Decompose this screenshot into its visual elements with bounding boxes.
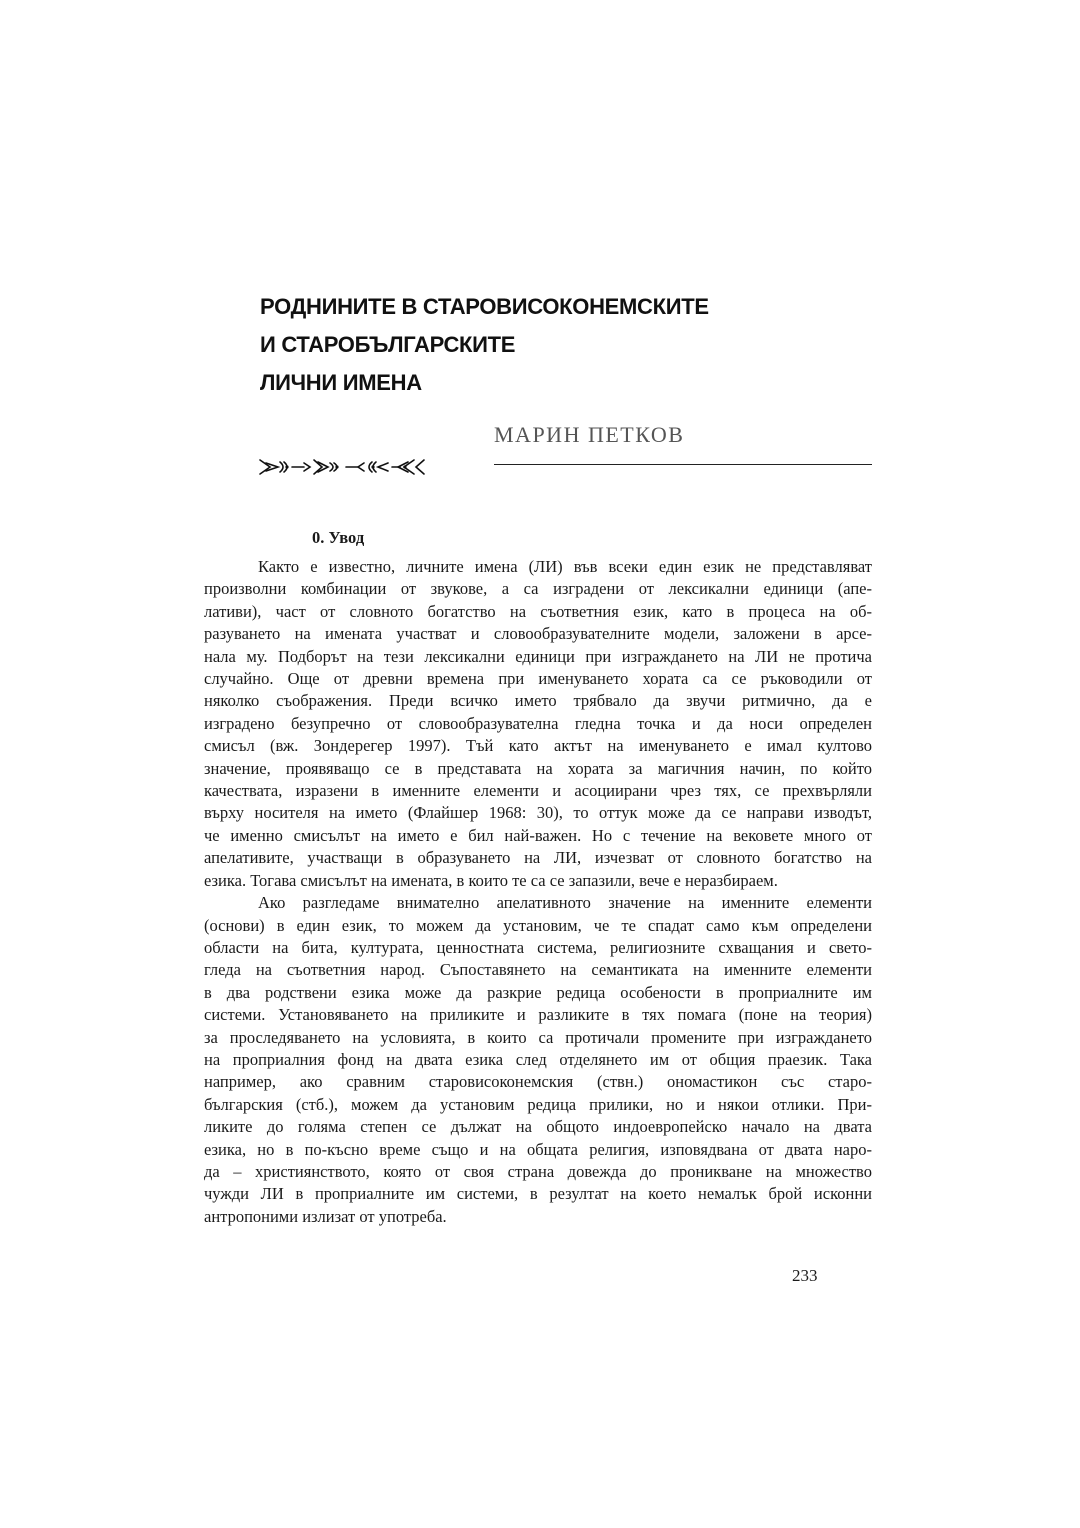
body-text	[204, 556, 872, 1228]
paragraph-line: нала му. Подборът на тези лексикални единици при изграждането на ЛИ не протича	[204, 646, 872, 666]
paragraph-line: езика, но в по-късно време също и на общата религия, изповядвана от двата наро-	[204, 1139, 872, 1159]
paragraph-line: системи. Установяването на приликите и разликите в тях помага (поне на теория)	[204, 1005, 872, 1025]
paragraph-line: в два родствени езика може да разкрие редица особености в проприалните им	[204, 982, 872, 1002]
paragraph-line: българския (стб.), можем да установим редица прилики, но и някои отлики. При-	[204, 1094, 872, 1114]
paragraph-line: ликите до голяма степен се дължат на общото индоевропейско начало на двата	[204, 1117, 872, 1137]
paragraph-line: на проприалния фонд на двата езика след отделянето им от общия праезик. Така	[204, 1049, 872, 1069]
paragraph-line: антропоними излизат от употреба.	[204, 1206, 447, 1226]
page-number: 233	[792, 1266, 818, 1285]
author-underline	[494, 464, 872, 465]
title-line: И СТАРОБЪЛГАРСКИТЕ	[260, 332, 516, 357]
paragraph-line: например, ако сравним старовисоконемския (ствн.) ономастикон със старо-	[204, 1072, 872, 1092]
paragraph-line: Както е известно, личните имена (ЛИ) във всеки един език не представляват	[258, 557, 872, 576]
title-line: ЛИЧНИ ИМЕНА	[260, 370, 422, 395]
article-title	[260, 288, 900, 402]
paragraph-line: чужди ЛИ в проприалните им системи, в резултат на което немалък брой исконни	[204, 1184, 872, 1204]
decorative-ornament-icon	[258, 454, 426, 480]
paragraph-line: смисъл (вж. Зондерегер 1997). Тъй като актът на именуването е имал култово	[204, 736, 872, 756]
title-line: РОДНИНИТЕ В СТАРОВИСОКОНЕМСКИТЕ	[260, 294, 709, 319]
paragraph-line: за проследяването на условията, в които са протичали промените при изграждането	[204, 1027, 872, 1047]
paragraph-line: да – християнството, която от своя страна довежда до проникване на множество	[204, 1161, 872, 1181]
paragraph-line: че именно смисълът на името е бил най-важен. Но с течение на вековете много от	[204, 825, 872, 845]
paragraph-line: апелативите, участващи в образуването на ЛИ, изчезват от словното богатство на	[204, 848, 872, 868]
paragraph-line: (основи) в един език, то можем да установим, че те спадат само към определени	[204, 915, 872, 935]
paragraph-line: лативи), част от словното богатство на съответния език, като в процеса на об-	[204, 601, 872, 621]
paragraph-line: езика. Тогава смисълът на имената, в които те са се запазили, вече е неразбираем.	[204, 870, 778, 890]
paragraph-line: произволни комбинации от звукове, а са изградени от лексикални единици (апе-	[204, 579, 872, 599]
section-heading: 0. Увод	[312, 528, 365, 547]
author-name: МАРИН ПЕТКОВ	[494, 422, 685, 447]
paragraph-line: гледа на съответния народ. Съпоставянето на семантиката на именните елементи	[204, 960, 872, 980]
paragraph-line: няколко съображения. Преди всичко името трябвало да звучи ритмично, да е	[204, 691, 872, 711]
paragraph-line: случайно. Още от древни времена при именуването хората са се ръководили от	[204, 669, 872, 689]
paragraph-line: върху носителя на името (Флайшер 1968: 30), то оттук може да се направи изводът,	[204, 803, 872, 823]
paragraph-line: Ако разгледаме внимателно апелативното значение на именните елементи	[258, 893, 872, 913]
paragraph-line: значение, проявяващо се в представата на хората за магичния начин, по който	[204, 758, 872, 778]
paragraph-line: разуването на имената участват и словообразувателните модели, заложени в арсе-	[204, 624, 872, 644]
paragraph-line: изградено безупречно от словообразувателна гледна точка и да носи определен	[204, 713, 872, 733]
paragraph-line: качествата, изразени в именните елементи и асоциирани чрез тях, се прехвърляли	[204, 781, 872, 801]
paragraph-line: области на бита, културата, ценностната система, религиозните схващания и свето-	[204, 937, 872, 957]
